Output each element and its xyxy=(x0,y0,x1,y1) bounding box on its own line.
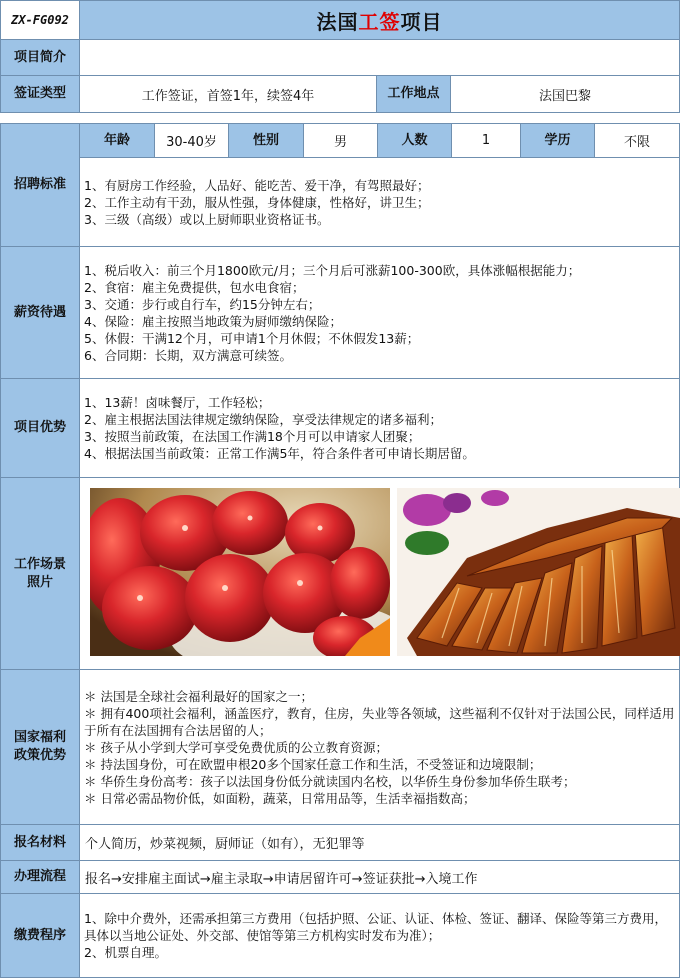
photos-label-line: 照片 xyxy=(26,574,53,590)
salary-label: 薪资待遇 xyxy=(0,246,80,379)
gender-label: 性别 xyxy=(228,123,304,158)
sausage-photo xyxy=(90,488,390,656)
policy-line: ＊ 孩子从小学到大学可享受免费优质的公立教育资源； xyxy=(84,739,388,755)
education-value: 不限 xyxy=(594,123,680,158)
photos-label-line: 工作场景 xyxy=(13,556,66,572)
criteria-label: 招聘标准 xyxy=(0,123,80,247)
advantage-line: 4、根据法国当前政策：正常工作满5年，符合条件者可申请长期居留。 xyxy=(84,446,475,461)
page-title xyxy=(79,0,680,40)
salary-line: 2、食宿：雇主免费提供，包水电食宿； xyxy=(84,279,305,295)
visa-type-label: 签证类型 xyxy=(0,75,80,113)
policy-line: ＊ 华侨生身份高考：孩子以法国身份低分就读国内名校，以华侨生身份参加华侨生联考； xyxy=(84,773,576,789)
count-value: 1 xyxy=(451,123,521,158)
visa-type-value: 工作签证，首签1年，续签4年 xyxy=(79,75,377,113)
age-label: 年龄 xyxy=(79,123,155,158)
policy-label xyxy=(0,669,80,825)
policy-details xyxy=(79,669,680,825)
duck-photo xyxy=(397,488,680,656)
materials-value: 个人简历，炒菜视频，厨师证（如有），无犯罪等 xyxy=(79,824,680,861)
fees-line: 1、除中介费外，还需承担第三方费用（包括护照、公证、认证、体检、签证、翻译、保险等第三方费用，具体以当地公证处、外交部、使馆等第三方机构实时发布为准）； xyxy=(84,911,667,943)
advantages-details xyxy=(79,378,680,478)
title-highlight: 工签 xyxy=(358,9,401,34)
age-value: 30-40岁 xyxy=(154,123,229,158)
advantage-line: 1、13薪！卤味餐厅，工作轻松； xyxy=(84,395,271,410)
criteria-details xyxy=(79,157,680,247)
education-label: 学历 xyxy=(520,123,595,158)
policy-line: ＊ 日常必需品物价低，如面粉，蔬菜，日常用品等，生活幸福指数高； xyxy=(84,790,476,806)
policy-label-line: 政策优势 xyxy=(13,748,66,763)
work-location-label: 工作地点 xyxy=(376,75,451,113)
fees-label: 缴费程序 xyxy=(0,893,80,978)
process-label: 办理流程 xyxy=(0,860,80,894)
photos-label xyxy=(0,477,80,670)
fees-line: 2、机票自理。 xyxy=(84,945,167,960)
fees-details xyxy=(79,893,680,978)
salary-line: 5、休假：干满12个月，可申请1个月休假；不休假发13薪； xyxy=(84,330,420,346)
intro-value xyxy=(79,39,680,76)
policy-line: ＊ 法国是全球社会福利最好的国家之一； xyxy=(84,688,313,704)
salary-line: 6、合同期：长期，双方满意可续签。 xyxy=(84,347,292,363)
salary-line: 1、税后收入：前三个月1800欧元/月；三个月后可涨薪100-300欧，具体涨幅根据能力； xyxy=(84,262,581,278)
title-prefix: 法国 xyxy=(316,9,359,34)
criteria-line: 3、三级（高级）或以上厨师职业资格证书。 xyxy=(84,211,330,227)
project-code: ZX-FG092 xyxy=(0,0,80,40)
title-suffix: 项目 xyxy=(400,9,443,34)
policy-label-line: 国家福利 xyxy=(13,730,66,745)
advantage-line: 3、按照当前政策，在法国工作满18个月可以申请家人团聚； xyxy=(84,429,421,444)
criteria-line: 1、有厨房工作经验，人品好、能吃苦、爱干净，有驾照最好； xyxy=(84,177,430,193)
criteria-line: 2、工作主动有干劲，服从性强，身体健康，性格好，讲卫生； xyxy=(84,194,430,210)
salary-line: 4、保险：雇主按照当地政策为厨师缴纳保险； xyxy=(84,313,342,329)
advantages-label: 项目优势 xyxy=(0,378,80,478)
advantage-line: 2、雇主根据法国法律规定缴纳保险，享受法律规定的诸多福利； xyxy=(84,412,442,427)
materials-label: 报名材料 xyxy=(0,824,80,861)
gender-value: 男 xyxy=(303,123,378,158)
process-value: 报名→安排雇主面试→雇主录取→申请居留许可→签证获批→入境工作 xyxy=(79,860,680,894)
intro-label: 项目简介 xyxy=(0,39,80,76)
count-label: 人数 xyxy=(377,123,452,158)
policy-line: ＊ 持法国身份，可在欧盟申根20多个国家任意工作和生活，不受签证和边境限制； xyxy=(84,756,542,772)
policy-line: ＊ 拥有400项社会福利，涵盖医疗，教育，住房，失业等各领域，这些福利不仅针对于法国公民，同样适用于所有在法国拥有合法居留的人； xyxy=(84,705,675,738)
salary-line: 3、交通：步行或自行车，约15分钟左右； xyxy=(84,296,321,312)
salary-details xyxy=(79,246,680,379)
work-location-value: 法国巴黎 xyxy=(450,75,680,113)
